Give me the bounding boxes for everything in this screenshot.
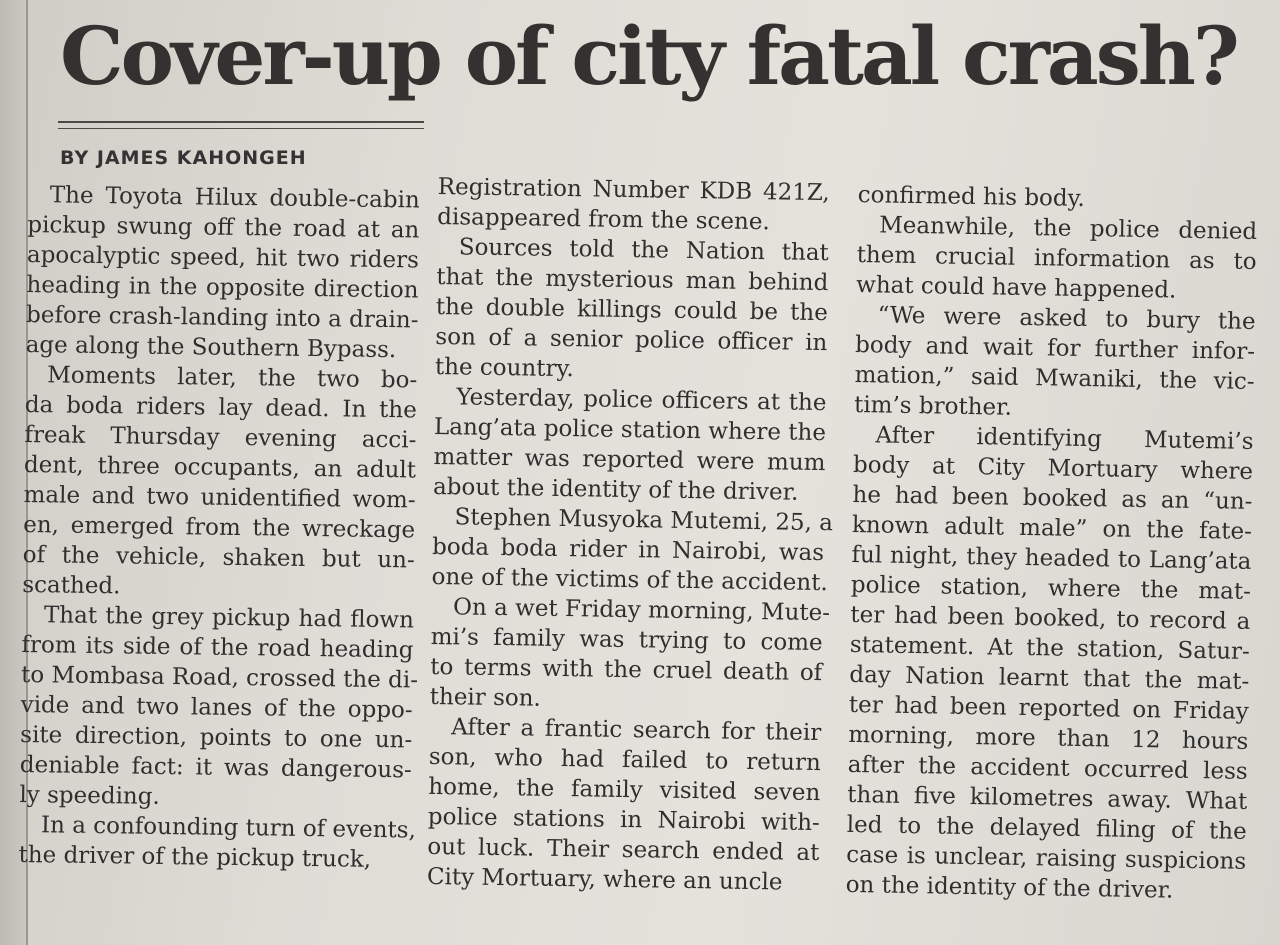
text-line: from its side of the road heading	[21, 631, 414, 664]
text-line: them crucial information as to	[856, 241, 1257, 275]
text-line: before crash-landing into a drain-	[25, 301, 419, 334]
text-line: Registration Number KDB 421Z,	[437, 173, 830, 207]
text-line: statement. At the station, Satur-	[849, 631, 1251, 665]
text-line: age along the Southern Bypass.	[25, 331, 397, 364]
text-line: case is unclear, raising suspicions	[845, 841, 1247, 875]
text-line: vide and two lanes of the oppo-	[20, 691, 413, 724]
text-line: Meanwhile, the police denied	[878, 212, 1258, 245]
text-line: the double killings could be the	[435, 293, 829, 327]
text-line: day Nation learnt that the mat-	[849, 661, 1250, 695]
paragraph	[433, 382, 827, 508]
paragraph	[25, 180, 419, 365]
text-line: he had been booked as an “un-	[852, 481, 1253, 515]
paragraph	[845, 420, 1253, 907]
article-column-1	[18, 180, 420, 875]
text-line: to Mombasa Road, crossed the di-	[20, 661, 419, 694]
text-line: ly speeding.	[19, 781, 160, 810]
text-line: Lang’ata police station where the	[433, 413, 827, 447]
text-line: mation,” said Mwaniki, the vic-	[854, 361, 1255, 395]
text-line: That the grey pickup had flown	[43, 602, 415, 634]
text-line: their son.	[429, 683, 542, 712]
paragraph	[22, 360, 417, 605]
text-line: Moments later, the two bo-	[47, 362, 418, 394]
article-column-3	[845, 180, 1258, 907]
text-line: matter was reported were mum	[433, 443, 826, 477]
text-line: en, emerged from the wreckage	[23, 511, 416, 544]
paragraph	[429, 592, 831, 718]
text-line: scathed.	[22, 571, 121, 600]
text-line: Sources told the Nation that	[458, 234, 829, 267]
text-line: one of the victims of the accident.	[431, 563, 828, 597]
paragraph	[437, 172, 830, 238]
text-line: “We were asked to bury the	[877, 302, 1256, 335]
text-line: that the mysterious man behind	[436, 263, 829, 297]
text-line: body at City Mortuary where	[852, 451, 1254, 485]
text-line: ter had been reported on Friday	[848, 691, 1250, 725]
text-line: male and two unidentified wom-	[23, 481, 416, 514]
text-line: known adult male” on the fate-	[851, 511, 1253, 545]
text-line: In a confounding turn of events,	[40, 812, 417, 844]
paragraph	[427, 712, 822, 898]
text-line: dent, three occupants, an adult	[23, 451, 417, 484]
text-line: police station, where the mat-	[850, 571, 1252, 605]
text-line: body and wait for further infor-	[854, 331, 1256, 365]
text-line: pickup swung off the road at an	[27, 211, 420, 244]
text-line: mi’s family was trying to come	[430, 623, 823, 657]
text-line: the driver of the pickup truck,	[18, 841, 372, 873]
text-line: ful night, they headed to Lang’ata	[851, 541, 1252, 575]
text-line: morning, more than 12 hours	[848, 721, 1249, 755]
paragraph	[19, 600, 419, 815]
headline-rule-top	[58, 121, 424, 123]
text-line: boda boda rider in Nairobi, was	[431, 533, 825, 567]
text-line: of the vehicle, shaken but un-	[22, 541, 415, 574]
text-line: da boda riders lay dead. In the	[24, 391, 418, 424]
text-line: tim’s brother.	[853, 391, 1013, 421]
text-line: led to the delayed filing of the	[846, 811, 1247, 845]
headline: Cover-up of city fatal crash?	[60, 9, 1237, 103]
text-line: After identifying Mutemi’s	[875, 422, 1254, 455]
text-line: apocalyptic speed, hit two riders	[26, 241, 420, 274]
paragraph	[435, 232, 829, 388]
text-line: On a wet Friday morning, Mute-	[452, 594, 831, 627]
text-line: City Mortuary, where an uncle	[426, 863, 783, 896]
headline-rule-bottom	[58, 128, 424, 129]
paragraph	[856, 210, 1258, 307]
text-line: Stephen Musyoka Mutemi, 25, a	[454, 504, 834, 537]
text-line: deniable fact: it was dangerous-	[19, 751, 412, 784]
text-line: site direction, points to one un-	[20, 721, 413, 754]
article-column-2	[426, 172, 834, 898]
text-line: Yesterday, police officers at the	[456, 384, 827, 417]
byline: BY JAMES KAHONGEH	[60, 147, 307, 169]
text-line: what could have happened.	[855, 271, 1177, 304]
text-line: son of a senior police officer in	[435, 323, 828, 357]
text-line: home, the family visited seven	[428, 773, 821, 807]
paragraph	[18, 810, 417, 875]
text-line: son, who had failed to return	[428, 743, 821, 777]
text-line: to terms with the cruel death of	[430, 653, 823, 687]
text-line: about the identity of the driver.	[432, 473, 799, 506]
text-line: the country.	[434, 353, 574, 383]
text-line: police stations in Nairobi with-	[427, 803, 821, 837]
text-line: The Toyota Hilux double-cabin	[49, 182, 420, 214]
text-line: After a frantic search for their	[451, 714, 822, 747]
text-line: confirmed his body.	[857, 181, 1086, 212]
paragraph	[431, 502, 834, 598]
text-line: than five kilometres away. What	[847, 781, 1248, 815]
text-line: after the accident occurred less	[847, 751, 1248, 785]
paragraph	[854, 300, 1256, 427]
text-line: disappeared from the scene.	[437, 203, 770, 236]
text-line: ter had been booked, to record a	[850, 601, 1251, 635]
text-line: out luck. Their search ended at	[427, 833, 820, 867]
text-line: heading in the opposite direction	[26, 271, 419, 304]
text-line: freak Thursday evening acci-	[24, 421, 417, 454]
text-line: on the identity of the driver.	[845, 871, 1174, 904]
